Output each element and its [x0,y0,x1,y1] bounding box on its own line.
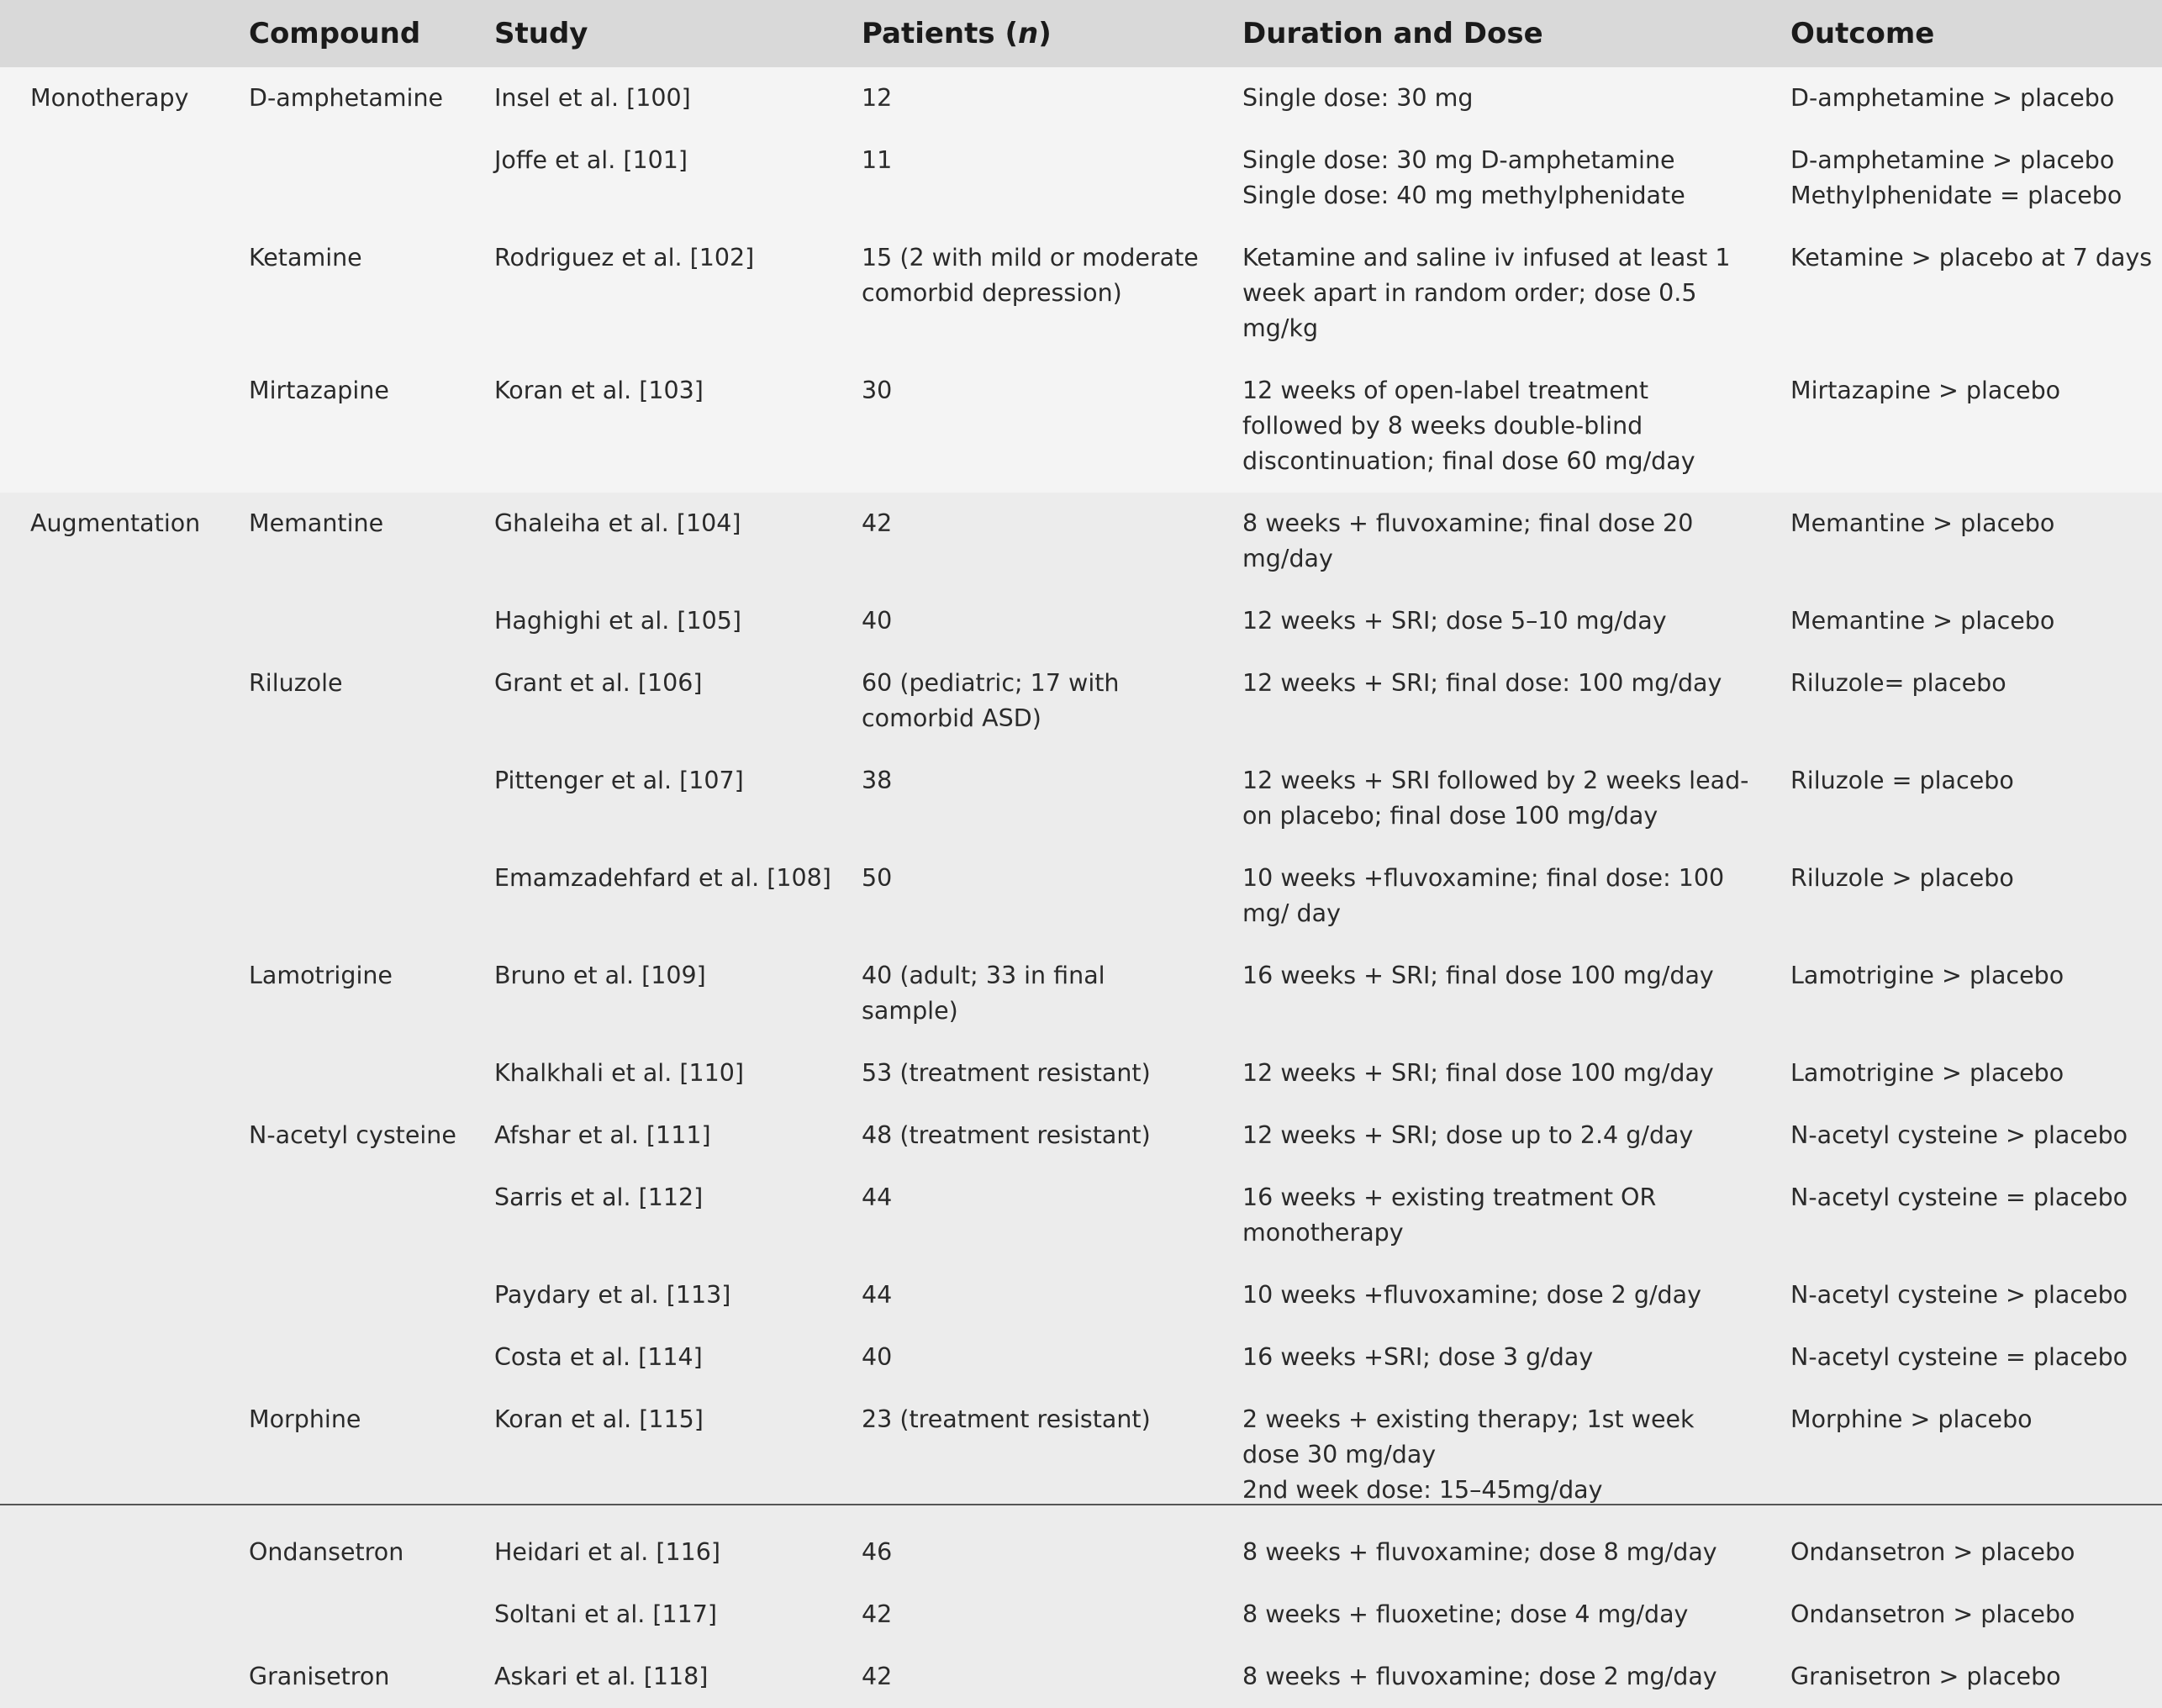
compound-name: Ketamine [249,244,362,271]
patients-count: 46 [862,1538,893,1566]
patients-cell [831,1584,1212,1646]
patients-cell [831,652,1212,750]
patients-count: 12 [862,84,893,112]
compound-name: Granisetron [249,1663,390,1690]
compound-cell [219,493,464,590]
patients-count: 11 [862,146,893,174]
outcome-cell [1760,1326,2162,1389]
outcome-line: Lamotrigine > placebo [1790,1059,2064,1087]
study-cell [464,1521,831,1584]
outcome-cell [1760,227,2162,360]
study-citation: Bruno et al. [109] [494,962,706,989]
outcome-line: N-acetyl cysteine > placebo [1790,1121,2128,1149]
category-cell [0,1167,219,1264]
duration-cell [1212,945,1760,1042]
duration-line: 8 weeks + fluoxetine; dose 4 mg/day [1242,1600,1689,1628]
outcome-line: Lamotrigine > placebo [1790,962,2064,989]
duration-line: 8 weeks + fluvoxamine; dose 2 mg/day [1242,1663,1717,1690]
patients-cell [831,590,1212,652]
outcome-line: Ketamine > placebo at 7 days [1790,244,2153,271]
table-row [0,750,2162,847]
header-patients-suffix: ) [1038,17,1052,50]
table-row [0,1167,2162,1264]
study-citation: Soltani et al. [117] [494,1600,718,1628]
study-citation: Emamzadehfard et al. [108] [494,864,831,892]
duration-line: 10 weeks +fluvoxamine; dose 2 g/day [1242,1281,1701,1309]
duration-cell [1212,1104,1760,1167]
study-citation: Insel et al. [100] [494,84,691,112]
duration-cell [1212,1389,1760,1521]
outcome-line: D-amphetamine > placebo [1790,146,2115,174]
duration-line: 12 weeks + SRI followed by 2 weeks lead-on placebo; final dose 100 mg/day [1242,767,1749,830]
category-cell [0,652,219,750]
patients-count: 40 (adult; 33 in final sample) [862,962,1105,1025]
outcome-cell [1760,1042,2162,1104]
header-patients-n: n [1018,17,1039,50]
header-compound: Compound [249,17,421,50]
compound-cell [219,652,464,750]
compound-cell [219,1646,464,1708]
patients-cell [831,1104,1212,1167]
duration-line: 12 weeks + SRI; dose up to 2.4 g/day [1242,1121,1694,1149]
study-cell [464,1584,831,1646]
category-cell [0,1042,219,1104]
category-cell [0,1389,219,1521]
table-row [0,129,2162,227]
study-citation: Grant et al. [106] [494,669,703,697]
duration-line: 12 weeks of open-label treatment followed by 8 weeks double-blind discontinuation; final dose 60 mg/day [1242,377,1695,475]
study-cell [464,360,831,493]
compound-cell [219,590,464,652]
outcome-line: Memantine > placebo [1790,509,2055,537]
study-citation: Koran et al. [103] [494,377,704,404]
category-cell [0,750,219,847]
table-row [0,1521,2162,1584]
outcome-cell [1760,1584,2162,1646]
category-label: Monotherapy [30,84,189,112]
study-cell [464,1326,831,1389]
outcome-line: Ondansetron > placebo [1790,1538,2075,1566]
duration-line: 8 weeks + fluvoxamine; final dose 20 mg/day [1242,509,1694,572]
patients-cell [831,750,1212,847]
patients-cell [831,227,1212,360]
study-cell [464,1646,831,1708]
duration-cell [1212,1042,1760,1104]
header-row [0,0,2162,67]
category-label: Augmentation [30,509,201,537]
table-row [0,67,2162,129]
study-cell [464,1104,831,1167]
outcome-cell [1760,493,2162,590]
study-citation: Costa et al. [114] [494,1343,703,1371]
header-study: Study [494,17,588,50]
outcome-cell [1760,847,2162,945]
outcome-line: Riluzole = placebo [1790,767,2014,794]
study-cell [464,1389,831,1521]
header-patients [831,0,1212,67]
patients-cell [831,1264,1212,1326]
compound-cell [219,1326,464,1389]
duration-line: 12 weeks + SRI; final dose: 100 mg/day [1242,669,1722,697]
outcome-line: Methylphenidate = placebo [1790,182,2122,209]
compound-cell [219,67,464,129]
duration-cell [1212,67,1760,129]
compound-cell [219,1167,464,1264]
table-row [0,652,2162,750]
compound-cell [219,1521,464,1584]
table-row [0,1104,2162,1167]
table-row [0,1584,2162,1646]
duration-line: 16 weeks + SRI; final dose 100 mg/day [1242,962,1714,989]
category-cell [0,1264,219,1326]
patients-count: 40 [862,607,893,635]
monotherapy-section [0,67,2162,493]
outcome-line: N-acetyl cysteine > placebo [1790,1281,2128,1309]
compound-cell [219,945,464,1042]
duration-line: 12 weeks + SRI; dose 5–10 mg/day [1242,607,1667,635]
study-cell [464,1042,831,1104]
compound-cell [219,1264,464,1326]
duration-line: 10 weeks +fluvoxamine; final dose: 100 mg/ day [1242,864,1725,927]
patients-count: 42 [862,509,893,537]
duration-line: Single dose: 40 mg methylphenidate [1242,182,1685,209]
study-citation: Ghaleiha et al. [104] [494,509,741,537]
duration-cell [1212,493,1760,590]
study-cell [464,493,831,590]
outcome-cell [1760,1104,2162,1167]
duration-cell [1212,1167,1760,1264]
patients-cell [831,1326,1212,1389]
category-cell [0,1646,219,1708]
duration-cell [1212,1646,1760,1708]
compound-cell [219,360,464,493]
study-citation: Sarris et al. [112] [494,1183,704,1211]
category-cell [0,67,219,129]
study-cell [464,652,831,750]
study-citation: Khalkhali et al. [110] [494,1059,744,1087]
duration-cell [1212,750,1760,847]
header-duration: Duration and Dose [1242,17,1543,50]
compound-name: Lamotrigine [249,962,393,989]
category-cell [0,590,219,652]
category-cell [0,1521,219,1584]
outcome-cell [1760,67,2162,129]
patients-count: 44 [862,1281,893,1309]
duration-line: 8 weeks + fluvoxamine; dose 8 mg/day [1242,1538,1717,1566]
study-cell [464,1264,831,1326]
study-citation: Joffe et al. [101] [494,146,688,174]
header-category [0,0,219,67]
duration-cell [1212,360,1760,493]
outcome-cell [1760,1389,2162,1521]
duration-line: 12 weeks + SRI; final dose 100 mg/day [1242,1059,1714,1087]
duration-cell [1212,227,1760,360]
duration-cell [1212,1584,1760,1646]
outcome-line: N-acetyl cysteine = placebo [1790,1183,2128,1211]
duration-cell [1212,1521,1760,1584]
patients-count: 60 (pediatric; 17 with comorbid ASD) [862,669,1120,732]
table-header [0,0,2162,67]
patients-cell [831,1167,1212,1264]
compound-cell [219,129,464,227]
outcome-line: Ondansetron > placebo [1790,1600,2075,1628]
outcome-line: Riluzole= placebo [1790,669,2006,697]
compound-name: Riluzole [249,669,343,697]
patients-count: 15 (2 with mild or moderate comorbid depression) [862,244,1199,307]
patients-count: 44 [862,1183,893,1211]
category-cell [0,227,219,360]
duration-line: Single dose: 30 mg [1242,84,1474,112]
outcome-line: Riluzole > placebo [1790,864,2014,892]
study-cell [464,227,831,360]
compound-name: Mirtazapine [249,377,389,404]
study-citation: Pittenger et al. [107] [494,767,744,794]
patients-cell [831,945,1212,1042]
patients-count: 42 [862,1600,893,1628]
outcome-cell [1760,1521,2162,1584]
table-row [0,1389,2162,1521]
outcome-line: D-amphetamine > placebo [1790,84,2115,112]
patients-count: 40 [862,1343,893,1371]
patients-cell [831,493,1212,590]
duration-cell [1212,129,1760,227]
patients-count: 48 (treatment resistant) [862,1121,1151,1149]
outcome-cell [1760,360,2162,493]
duration-line: Single dose: 30 mg D-amphetamine [1242,146,1675,174]
study-citation: Haghighi et al. [105] [494,607,742,635]
study-cell [464,945,831,1042]
duration-line: 2nd week dose: 15–45mg/day [1242,1476,1603,1504]
outcome-line: Memantine > placebo [1790,607,2055,635]
patients-cell [831,360,1212,493]
study-citation: Askari et al. [118] [494,1663,709,1690]
patients-cell [831,1521,1212,1584]
category-cell [0,493,219,590]
patients-cell [831,1389,1212,1521]
table-row [0,360,2162,493]
table-row [0,227,2162,360]
compound-cell [219,750,464,847]
duration-line: Ketamine and saline iv infused at least 1 week apart in random order; dose 0.5 mg/kg [1242,244,1731,342]
outcome-line: Morphine > placebo [1790,1405,2033,1433]
study-citation: Paydary et al. [113] [494,1281,731,1309]
header-outcome: Outcome [1790,17,1935,50]
category-cell [0,1104,219,1167]
duration-cell [1212,1326,1760,1389]
duration-cell [1212,652,1760,750]
compound-cell [219,847,464,945]
patients-cell [831,129,1212,227]
compound-name: Ondansetron [249,1538,404,1566]
compound-name: Memantine [249,509,384,537]
duration-line: 16 weeks +SRI; dose 3 g/day [1242,1343,1594,1371]
study-cell [464,590,831,652]
table-row [0,590,2162,652]
duration-cell [1212,590,1760,652]
patients-count: 50 [862,864,893,892]
table-row [0,1646,2162,1708]
header-patients-prefix: Patients ( [862,17,1018,50]
patients-cell [831,67,1212,129]
patients-count: 23 (treatment resistant) [862,1405,1151,1433]
duration-line: 2 weeks + existing therapy; 1st week dose 30 mg/day [1242,1405,1695,1468]
compound-name: Morphine [249,1405,361,1433]
patients-cell [831,1646,1212,1708]
compound-cell [219,227,464,360]
compound-cell [219,1042,464,1104]
study-citation: Rodriguez et al. [102] [494,244,755,271]
outcome-cell [1760,1646,2162,1708]
compound-cell [219,1389,464,1521]
patients-cell [831,847,1212,945]
table-row [0,493,2162,590]
category-cell [0,360,219,493]
category-cell [0,847,219,945]
table-row [0,847,2162,945]
table-row [0,945,2162,1042]
compound-cell [219,1104,464,1167]
study-cell [464,847,831,945]
outcome-cell [1760,750,2162,847]
patients-count: 30 [862,377,893,404]
table-row [0,1264,2162,1326]
patients-count: 42 [862,1663,893,1690]
outcome-cell [1760,1167,2162,1264]
category-cell [0,1584,219,1646]
patients-count: 38 [862,767,893,794]
outcome-line: Mirtazapine > placebo [1790,377,2061,404]
study-citation: Heidari et al. [116] [494,1538,721,1566]
patients-cell [831,1042,1212,1104]
study-cell [464,67,831,129]
outcome-cell [1760,129,2162,227]
outcome-line: Granisetron > placebo [1790,1663,2061,1690]
compound-name: N-acetyl cysteine [249,1121,456,1149]
study-cell [464,750,831,847]
compound-name: D-amphetamine [249,84,444,112]
compound-cell [219,1584,464,1646]
category-cell [0,945,219,1042]
outcome-cell [1760,1264,2162,1326]
duration-cell [1212,847,1760,945]
outcome-cell [1760,652,2162,750]
duration-cell [1212,1264,1760,1326]
outcome-cell [1760,945,2162,1042]
duration-line: 16 weeks + existing treatment OR monotherapy [1242,1183,1657,1247]
study-citation: Afshar et al. [111] [494,1121,711,1149]
study-citation: Koran et al. [115] [494,1405,704,1433]
augmentation-section [0,493,2162,1708]
study-cell [464,129,831,227]
study-cell [464,1167,831,1264]
outcome-line: N-acetyl cysteine = placebo [1790,1343,2128,1371]
category-cell [0,129,219,227]
category-cell [0,1326,219,1389]
table-row [0,1326,2162,1389]
outcome-cell [1760,590,2162,652]
patients-count: 53 (treatment resistant) [862,1059,1151,1087]
table-row [0,1042,2162,1104]
